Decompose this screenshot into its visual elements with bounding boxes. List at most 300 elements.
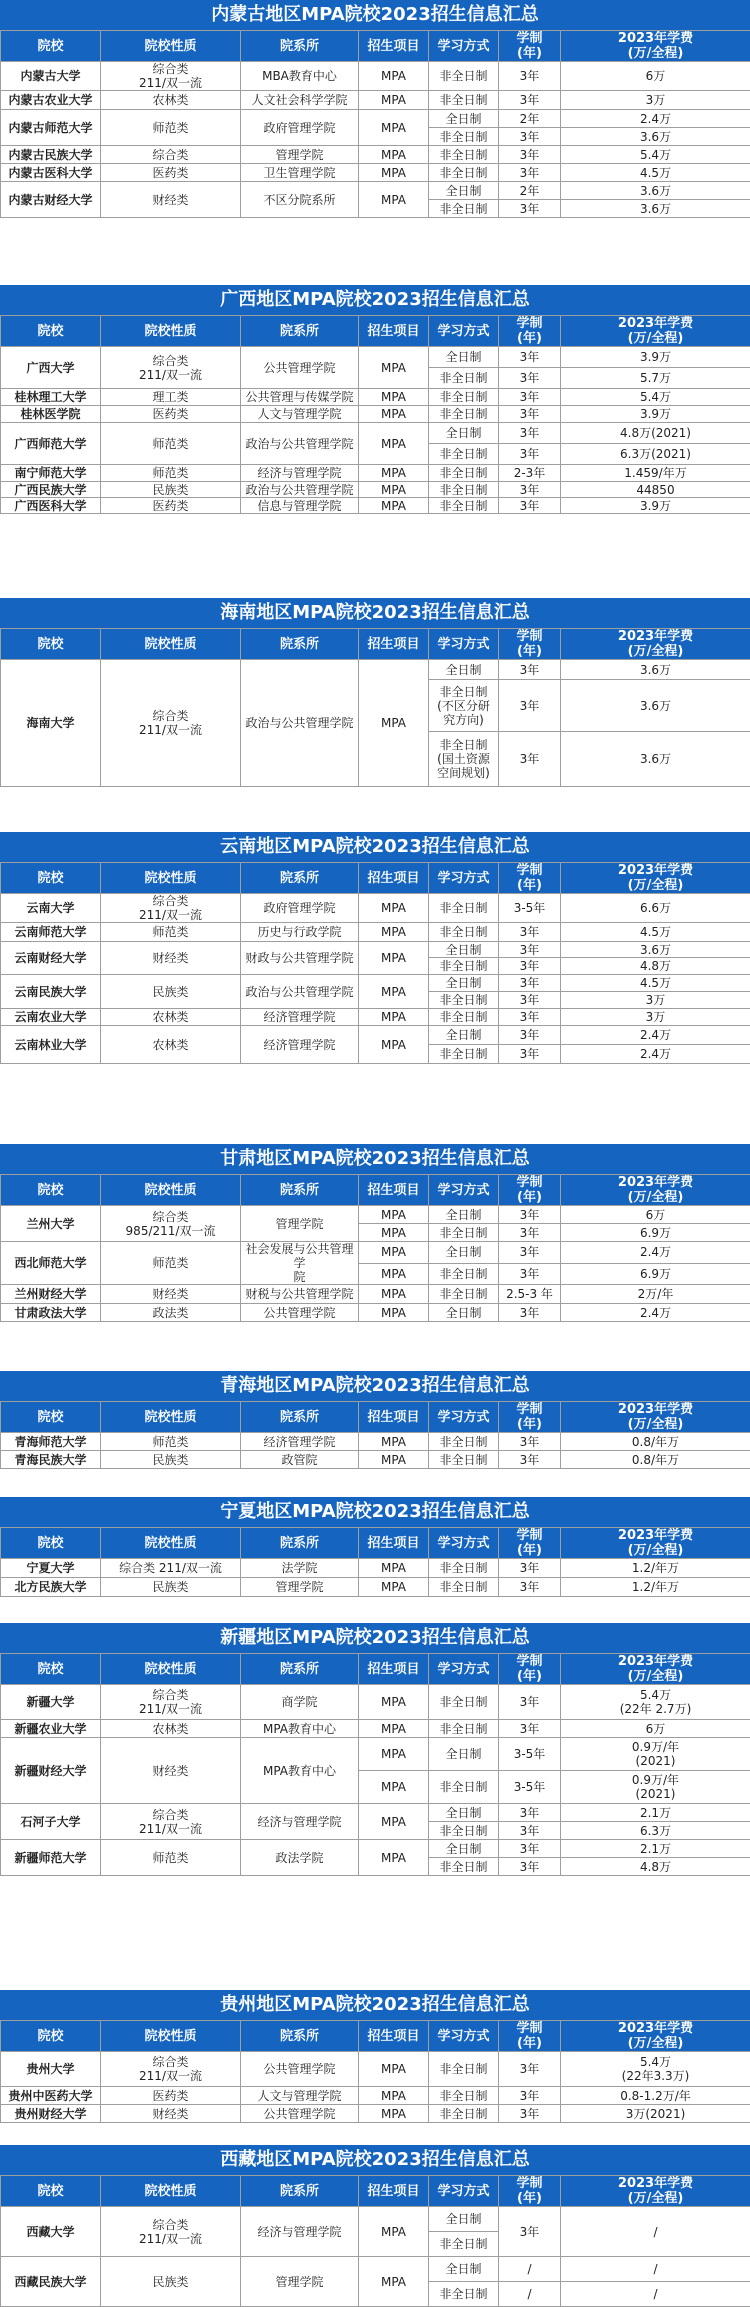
duration-cell: 3年 bbox=[499, 406, 561, 423]
program-cell: MPA bbox=[359, 1559, 429, 1578]
table-row bbox=[1, 2052, 750, 2087]
department-cell: 管理学院 bbox=[241, 2257, 359, 2307]
school-type-cell: 师范类 bbox=[101, 465, 241, 482]
school-type-cell: 医药类 bbox=[101, 498, 241, 514]
duration-cell: / bbox=[499, 2282, 561, 2307]
table-row bbox=[1, 1242, 750, 1264]
study-mode-cell: 非全日制 bbox=[429, 482, 499, 498]
school-name-cell: 内蒙古大学 bbox=[1, 62, 101, 91]
department-cell: 公共管理学院 bbox=[241, 347, 359, 389]
column-header: 院校 bbox=[1, 1654, 101, 1685]
department-cell: 政府管理学院 bbox=[241, 894, 359, 923]
tuition-cell: 5.4万 bbox=[561, 389, 750, 406]
tuition-cell: 4.5万 bbox=[561, 164, 750, 182]
school-name-cell: 云南师范大学 bbox=[1, 923, 101, 942]
duration-cell: 3年 bbox=[499, 1045, 561, 1064]
table-row bbox=[1, 423, 750, 444]
study-mode-cell: 非全日制 bbox=[429, 2282, 499, 2307]
department-cell: 管理学院 bbox=[241, 146, 359, 164]
table-row bbox=[1, 347, 750, 368]
column-header: 院校 bbox=[1, 316, 101, 347]
school-type-cell: 综合类 211/双一流 bbox=[101, 347, 241, 389]
duration-cell: 2年 bbox=[499, 182, 561, 200]
table-row bbox=[1, 1009, 750, 1026]
column-header: 院校性质 bbox=[101, 629, 241, 660]
program-cell: MPA bbox=[359, 2105, 429, 2123]
tuition-cell: 2.4万 bbox=[561, 110, 750, 128]
school-type-cell: 医药类 bbox=[101, 2087, 241, 2105]
column-header: 学习方式 bbox=[429, 2021, 499, 2052]
duration-cell: 3-5年 bbox=[499, 1738, 561, 1771]
duration-cell: 3年 bbox=[499, 923, 561, 942]
school-name-cell: 广西民族大学 bbox=[1, 482, 101, 498]
study-mode-cell: 全日制 bbox=[429, 942, 499, 958]
school-name-cell: 贵州大学 bbox=[1, 2052, 101, 2087]
program-cell: MPA bbox=[359, 1804, 429, 1840]
study-mode-cell: 非全日制 bbox=[429, 1771, 499, 1804]
column-header: 院校性质 bbox=[101, 31, 241, 62]
study-mode-cell: 非全日制 bbox=[429, 2052, 499, 2087]
tuition-cell: 3.6万 bbox=[561, 942, 750, 958]
school-name-cell: 内蒙古师范大学 bbox=[1, 110, 101, 146]
program-cell: MPA bbox=[359, 923, 429, 942]
school-type-cell: 综合类 211/双一流 bbox=[101, 660, 241, 787]
column-header: 学习方式 bbox=[429, 1175, 499, 1206]
duration-cell: 3年 bbox=[499, 2087, 561, 2105]
tuition-cell: 4.8万 bbox=[561, 958, 750, 975]
study-mode-cell: 非全日制 bbox=[429, 62, 499, 91]
study-mode-cell: 非全日制 bbox=[429, 1451, 499, 1469]
department-cell: MPA教育中心 bbox=[241, 1738, 359, 1804]
school-name-cell: 甘肃政法大学 bbox=[1, 1304, 101, 1322]
school-name-cell: 云南财经大学 bbox=[1, 942, 101, 975]
duration-cell: 3年 bbox=[499, 1578, 561, 1597]
duration-cell: 3-5年 bbox=[499, 1771, 561, 1804]
column-header: 院系所 bbox=[241, 629, 359, 660]
school-name-cell: 贵州中医药大学 bbox=[1, 2087, 101, 2105]
department-cell: 人文社会科学学院 bbox=[241, 91, 359, 110]
school-type-cell: 师范类 bbox=[101, 423, 241, 465]
study-mode-cell: 非全日制 bbox=[429, 200, 499, 218]
study-mode-cell: 全日制 bbox=[429, 1026, 499, 1045]
duration-cell: 3年 bbox=[499, 975, 561, 992]
program-cell: MPA bbox=[359, 1451, 429, 1469]
program-cell: MPA bbox=[359, 2052, 429, 2087]
school-name-cell: 广西师范大学 bbox=[1, 423, 101, 465]
study-mode-cell: 全日制 bbox=[429, 2207, 499, 2232]
column-header: 2023年学费 (万/全程) bbox=[561, 2176, 750, 2207]
study-mode-cell: 非全日制 bbox=[429, 1045, 499, 1064]
program-cell: MPA bbox=[359, 482, 429, 498]
table-row bbox=[1, 62, 750, 91]
column-header: 2023年学费 (万/全程) bbox=[561, 31, 750, 62]
table-row bbox=[1, 975, 750, 992]
school-name-cell: 新疆农业大学 bbox=[1, 1720, 101, 1738]
tuition-cell: 3万(2021) bbox=[561, 2105, 750, 2123]
table-row bbox=[1, 1804, 750, 1822]
department-cell: 经济管理学院 bbox=[241, 1433, 359, 1451]
column-header: 院系所 bbox=[241, 863, 359, 894]
study-mode-cell: 全日制 bbox=[429, 660, 499, 680]
duration-cell: 3年 bbox=[499, 1804, 561, 1822]
column-header: 院校性质 bbox=[101, 1402, 241, 1433]
column-header: 招生项目 bbox=[359, 1402, 429, 1433]
region-title: 宁夏地区MPA院校2023招生信息汇总 bbox=[0, 1497, 750, 1527]
column-header: 院校性质 bbox=[101, 1654, 241, 1685]
table-row bbox=[1, 1206, 750, 1224]
column-header: 学制 (年) bbox=[499, 31, 561, 62]
column-header: 学制 (年) bbox=[499, 316, 561, 347]
tuition-cell: 3.9万 bbox=[561, 406, 750, 423]
study-mode-cell: 非全日制 bbox=[429, 894, 499, 923]
program-cell: MPA bbox=[359, 1263, 429, 1285]
header-row bbox=[1, 1654, 750, 1685]
school-name-cell: 内蒙古财经大学 bbox=[1, 182, 101, 218]
table-row bbox=[1, 1304, 750, 1322]
program-cell: MPA bbox=[359, 660, 429, 787]
department-cell: 政治与公共管理学院 bbox=[241, 660, 359, 787]
column-header: 2023年学费 (万/全程) bbox=[561, 863, 750, 894]
school-name-cell: 内蒙古医科大学 bbox=[1, 164, 101, 182]
department-cell: 公共管理学院 bbox=[241, 1304, 359, 1322]
school-name-cell: 兰州财经大学 bbox=[1, 1285, 101, 1304]
column-header: 招生项目 bbox=[359, 31, 429, 62]
column-header: 2023年学费 (万/全程) bbox=[561, 316, 750, 347]
school-type-cell: 财经类 bbox=[101, 942, 241, 975]
column-header: 院校 bbox=[1, 31, 101, 62]
department-cell: MBA教育中心 bbox=[241, 62, 359, 91]
program-cell: MPA bbox=[359, 1026, 429, 1064]
school-type-cell: 农林类 bbox=[101, 1009, 241, 1026]
column-header: 院校 bbox=[1, 1402, 101, 1433]
duration-cell: 3年 bbox=[499, 992, 561, 1009]
column-header: 学制 (年) bbox=[499, 863, 561, 894]
school-name-cell: 新疆师范大学 bbox=[1, 1840, 101, 1876]
column-header: 招生项目 bbox=[359, 1654, 429, 1685]
tuition-cell: 6.9万 bbox=[561, 1263, 750, 1285]
duration-cell: 3年 bbox=[499, 1822, 561, 1840]
table-row bbox=[1, 1578, 750, 1597]
school-name-cell: 西藏大学 bbox=[1, 2207, 101, 2257]
department-cell: 历史与行政学院 bbox=[241, 923, 359, 942]
tuition-cell: 6.9万 bbox=[561, 1224, 750, 1242]
column-header: 院校 bbox=[1, 629, 101, 660]
study-mode-cell: 非全日制 (不区分研 究方向) bbox=[429, 680, 499, 732]
admissions-table bbox=[0, 1653, 750, 1876]
table-row bbox=[1, 164, 750, 182]
column-header: 招生项目 bbox=[359, 2021, 429, 2052]
study-mode-cell: 全日制 bbox=[429, 347, 499, 368]
tuition-cell: 1.2/年万 bbox=[561, 1559, 750, 1578]
program-cell: MPA bbox=[359, 2207, 429, 2257]
program-cell: MPA bbox=[359, 1771, 429, 1804]
duration-cell: 3年 bbox=[499, 1224, 561, 1242]
study-mode-cell: 非全日制 bbox=[429, 923, 499, 942]
column-header: 招生项目 bbox=[359, 863, 429, 894]
column-header: 学习方式 bbox=[429, 629, 499, 660]
tuition-cell: 3万 bbox=[561, 992, 750, 1009]
school-type-cell: 综合类 211/双一流 bbox=[101, 1559, 241, 1578]
school-type-cell: 综合类 211/双一流 bbox=[101, 2207, 241, 2257]
table-row bbox=[1, 498, 750, 514]
program-cell: MPA bbox=[359, 62, 429, 91]
program-cell: MPA bbox=[359, 1304, 429, 1322]
duration-cell: 3年 bbox=[499, 164, 561, 182]
department-cell: 经济与管理学院 bbox=[241, 2207, 359, 2257]
study-mode-cell: 非全日制 bbox=[429, 128, 499, 146]
study-mode-cell: 非全日制 bbox=[429, 1685, 499, 1720]
tuition-cell: 4.8万 bbox=[561, 1858, 750, 1876]
column-header: 学习方式 bbox=[429, 31, 499, 62]
duration-cell: 3年 bbox=[499, 498, 561, 514]
column-header: 院系所 bbox=[241, 1528, 359, 1559]
duration-cell: 3年 bbox=[499, 942, 561, 958]
department-cell: 公共管理学院 bbox=[241, 2052, 359, 2087]
tuition-cell: 3万 bbox=[561, 1009, 750, 1026]
duration-cell: 3年 bbox=[499, 660, 561, 680]
column-header: 招生项目 bbox=[359, 316, 429, 347]
duration-cell: / bbox=[499, 2257, 561, 2282]
tuition-cell: 5.4万 (22年3.3万) bbox=[561, 2052, 750, 2087]
tuition-cell: 5.4万 bbox=[561, 146, 750, 164]
school-type-cell: 财经类 bbox=[101, 1285, 241, 1304]
header-row bbox=[1, 31, 750, 62]
region-title: 广西地区MPA院校2023招生信息汇总 bbox=[0, 285, 750, 315]
table-row bbox=[1, 2207, 750, 2232]
program-cell: MPA bbox=[359, 406, 429, 423]
study-mode-cell: 全日制 bbox=[429, 2257, 499, 2282]
duration-cell: 3年 bbox=[499, 1720, 561, 1738]
program-cell: MPA bbox=[359, 975, 429, 1009]
school-type-cell: 综合类 bbox=[101, 146, 241, 164]
school-type-cell: 综合类 985/211/双一流 bbox=[101, 1206, 241, 1242]
school-name-cell: 广西医科大学 bbox=[1, 498, 101, 514]
duration-cell: 3年 bbox=[499, 732, 561, 787]
duration-cell: 3年 bbox=[499, 1559, 561, 1578]
school-name-cell: 贵州财经大学 bbox=[1, 2105, 101, 2123]
study-mode-cell: 非全日制 bbox=[429, 1578, 499, 1597]
program-cell: MPA bbox=[359, 498, 429, 514]
column-header: 学制 (年) bbox=[499, 1175, 561, 1206]
column-header: 院校性质 bbox=[101, 1175, 241, 1206]
school-name-cell: 石河子大学 bbox=[1, 1804, 101, 1840]
duration-cell: 3年 bbox=[499, 1433, 561, 1451]
admissions-table bbox=[0, 30, 750, 218]
department-cell: 政法学院 bbox=[241, 1840, 359, 1876]
tuition-cell: / bbox=[561, 2282, 750, 2307]
department-cell: 经济与管理学院 bbox=[241, 1804, 359, 1840]
table-row bbox=[1, 923, 750, 942]
column-header: 学制 (年) bbox=[499, 2176, 561, 2207]
column-header: 院校 bbox=[1, 863, 101, 894]
school-type-cell: 师范类 bbox=[101, 1840, 241, 1876]
school-type-cell: 师范类 bbox=[101, 1242, 241, 1285]
program-cell: MPA bbox=[359, 1433, 429, 1451]
department-cell: 管理学院 bbox=[241, 1206, 359, 1242]
region-title: 青海地区MPA院校2023招生信息汇总 bbox=[0, 1371, 750, 1401]
duration-cell: 3年 bbox=[499, 1263, 561, 1285]
table-row bbox=[1, 942, 750, 958]
duration-cell: 3年 bbox=[499, 2052, 561, 2087]
department-cell: 政治与公共管理学院 bbox=[241, 482, 359, 498]
column-header: 2023年学费 (万/全程) bbox=[561, 629, 750, 660]
department-cell: 经济管理学院 bbox=[241, 1026, 359, 1064]
department-cell: 财政与公共管理学院 bbox=[241, 942, 359, 975]
table-row bbox=[1, 660, 750, 680]
tuition-cell: 4.5万 bbox=[561, 975, 750, 992]
program-cell: MPA bbox=[359, 465, 429, 482]
department-cell: 卫生管理学院 bbox=[241, 164, 359, 182]
column-header: 2023年学费 (万/全程) bbox=[561, 1175, 750, 1206]
school-name-cell: 云南民族大学 bbox=[1, 975, 101, 1009]
school-name-cell: 桂林理工大学 bbox=[1, 389, 101, 406]
tuition-cell: 4.5万 bbox=[561, 923, 750, 942]
school-type-cell: 综合类 211/双一流 bbox=[101, 1685, 241, 1720]
tuition-cell: 2.1万 bbox=[561, 1804, 750, 1822]
table-row bbox=[1, 482, 750, 498]
header-row bbox=[1, 2176, 750, 2207]
program-cell: MPA bbox=[359, 347, 429, 389]
duration-cell: 3年 bbox=[499, 128, 561, 146]
school-name-cell: 新疆大学 bbox=[1, 1685, 101, 1720]
duration-cell: 3年 bbox=[499, 1206, 561, 1224]
duration-cell: 3年 bbox=[499, 62, 561, 91]
study-mode-cell: 非全日制 bbox=[429, 1263, 499, 1285]
column-header: 招生项目 bbox=[359, 1175, 429, 1206]
department-cell: 政治与公共管理学院 bbox=[241, 975, 359, 1009]
study-mode-cell: 全日制 bbox=[429, 423, 499, 444]
duration-cell: 2-3年 bbox=[499, 465, 561, 482]
school-name-cell: 南宁师范大学 bbox=[1, 465, 101, 482]
table-row bbox=[1, 2087, 750, 2105]
school-type-cell: 师范类 bbox=[101, 1433, 241, 1451]
study-mode-cell: 非全日制 bbox=[429, 1720, 499, 1738]
program-cell: MPA bbox=[359, 1578, 429, 1597]
table-row bbox=[1, 1685, 750, 1720]
column-header: 学制 (年) bbox=[499, 1528, 561, 1559]
school-type-cell: 医药类 bbox=[101, 164, 241, 182]
table-row bbox=[1, 1285, 750, 1304]
table-row bbox=[1, 406, 750, 423]
school-name-cell: 西藏民族大学 bbox=[1, 2257, 101, 2307]
study-mode-cell: 非全日制 bbox=[429, 164, 499, 182]
school-name-cell: 青海师范大学 bbox=[1, 1433, 101, 1451]
program-cell: MPA bbox=[359, 942, 429, 975]
tuition-cell: 2.4万 bbox=[561, 1304, 750, 1322]
study-mode-cell: 非全日制 bbox=[429, 2232, 499, 2257]
school-type-cell: 民族类 bbox=[101, 975, 241, 1009]
column-header: 2023年学费 (万/全程) bbox=[561, 1402, 750, 1433]
school-type-cell: 民族类 bbox=[101, 1451, 241, 1469]
column-header: 院系所 bbox=[241, 2176, 359, 2207]
table-row bbox=[1, 182, 750, 200]
duration-cell: 3年 bbox=[499, 423, 561, 444]
tuition-cell: 3.9万 bbox=[561, 347, 750, 368]
column-header: 院系所 bbox=[241, 1175, 359, 1206]
duration-cell: 3年 bbox=[499, 146, 561, 164]
tuition-cell: 6.3万 bbox=[561, 1822, 750, 1840]
header-row bbox=[1, 629, 750, 660]
column-header: 院校性质 bbox=[101, 2021, 241, 2052]
column-header: 院系所 bbox=[241, 1654, 359, 1685]
program-cell: MPA bbox=[359, 1242, 429, 1264]
study-mode-cell: 非全日制 bbox=[429, 498, 499, 514]
tuition-cell: 3万 bbox=[561, 91, 750, 110]
school-type-cell: 理工类 bbox=[101, 389, 241, 406]
column-header: 学习方式 bbox=[429, 1528, 499, 1559]
school-name-cell: 云南农业大学 bbox=[1, 1009, 101, 1026]
tuition-cell: 0.8/年万 bbox=[561, 1451, 750, 1469]
study-mode-cell: 非全日制 bbox=[429, 465, 499, 482]
study-mode-cell: 非全日制 bbox=[429, 1433, 499, 1451]
column-header: 招生项目 bbox=[359, 2176, 429, 2207]
tuition-cell: 3.6万 bbox=[561, 732, 750, 787]
column-header: 学制 (年) bbox=[499, 2021, 561, 2052]
school-name-cell: 西北师范大学 bbox=[1, 1242, 101, 1285]
column-header: 院校 bbox=[1, 1528, 101, 1559]
program-cell: MPA bbox=[359, 1720, 429, 1738]
column-header: 院系所 bbox=[241, 1402, 359, 1433]
tuition-cell: 5.4万 (22年 2.7万) bbox=[561, 1685, 750, 1720]
department-cell: 商学院 bbox=[241, 1685, 359, 1720]
tuition-cell: 5.7万 bbox=[561, 368, 750, 389]
school-name-cell: 云南林业大学 bbox=[1, 1026, 101, 1064]
program-cell: MPA bbox=[359, 1685, 429, 1720]
study-mode-cell: 全日制 bbox=[429, 1738, 499, 1771]
tuition-cell: 0.9万/年 (2021) bbox=[561, 1738, 750, 1771]
table-row bbox=[1, 1559, 750, 1578]
program-cell: MPA bbox=[359, 91, 429, 110]
column-header: 院校 bbox=[1, 1175, 101, 1206]
program-cell: MPA bbox=[359, 146, 429, 164]
column-header: 院系所 bbox=[241, 31, 359, 62]
study-mode-cell: 非全日制 bbox=[429, 958, 499, 975]
school-type-cell: 综合类 211/双一流 bbox=[101, 894, 241, 923]
study-mode-cell: 非全日制 bbox=[429, 992, 499, 1009]
school-type-cell: 综合类 211/双一流 bbox=[101, 2052, 241, 2087]
column-header: 院校性质 bbox=[101, 2176, 241, 2207]
duration-cell: 3年 bbox=[499, 1009, 561, 1026]
tuition-cell: 2.4万 bbox=[561, 1026, 750, 1045]
tuition-cell: 1.459/年万 bbox=[561, 465, 750, 482]
tuition-cell: 6万 bbox=[561, 62, 750, 91]
department-cell: 管理学院 bbox=[241, 1578, 359, 1597]
tuition-cell: 4.8万(2021) bbox=[561, 423, 750, 444]
study-mode-cell: 全日制 bbox=[429, 1206, 499, 1224]
header-row bbox=[1, 1402, 750, 1433]
column-header: 学习方式 bbox=[429, 863, 499, 894]
column-header: 学制 (年) bbox=[499, 629, 561, 660]
school-name-cell: 新疆财经大学 bbox=[1, 1738, 101, 1804]
column-header: 学制 (年) bbox=[499, 1654, 561, 1685]
region-title: 内蒙古地区MPA院校2023招生信息汇总 bbox=[0, 0, 750, 30]
table-row bbox=[1, 1738, 750, 1771]
school-type-cell: 农林类 bbox=[101, 1026, 241, 1064]
department-cell: 经济管理学院 bbox=[241, 1009, 359, 1026]
tuition-cell: / bbox=[561, 2207, 750, 2257]
school-type-cell: 民族类 bbox=[101, 1578, 241, 1597]
tuition-cell: 2.4万 bbox=[561, 1242, 750, 1264]
department-cell: 社会发展与公共管理学 院 bbox=[241, 1242, 359, 1285]
school-type-cell: 财经类 bbox=[101, 182, 241, 218]
duration-cell: 3年 bbox=[499, 958, 561, 975]
school-name-cell: 内蒙古民族大学 bbox=[1, 146, 101, 164]
school-type-cell: 政法类 bbox=[101, 1304, 241, 1322]
table-row bbox=[1, 2105, 750, 2123]
study-mode-cell: 非全日制 (国土资源 空间规划) bbox=[429, 732, 499, 787]
column-header: 院校性质 bbox=[101, 1528, 241, 1559]
program-cell: MPA bbox=[359, 1285, 429, 1304]
